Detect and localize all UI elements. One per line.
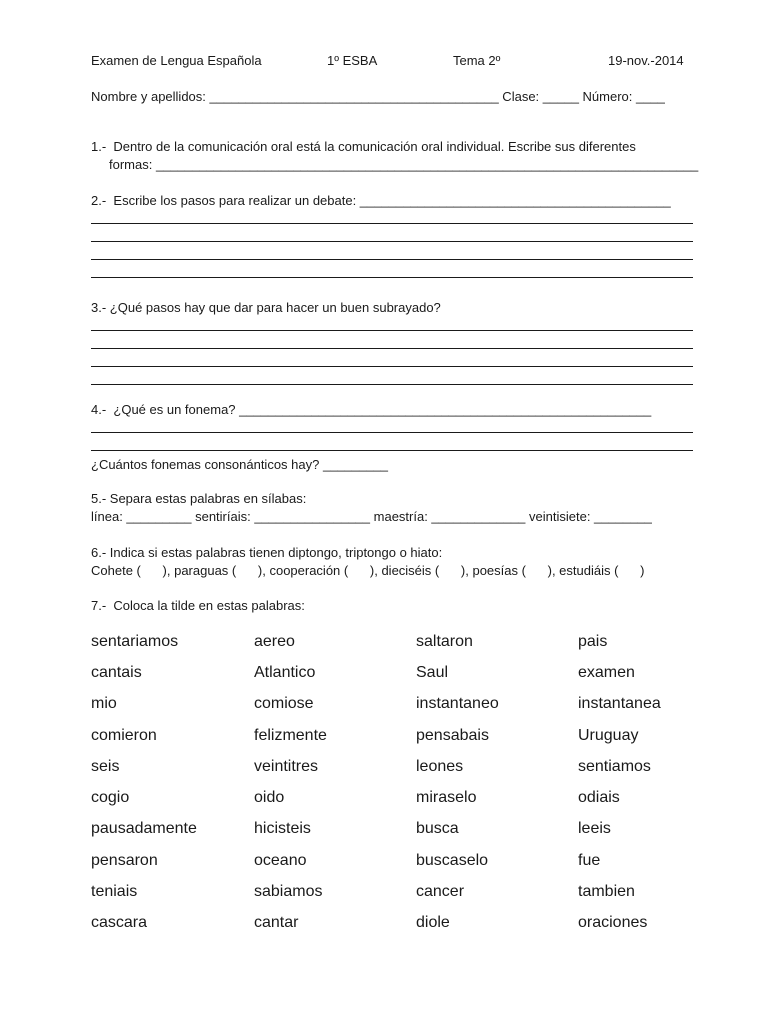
accent-word: cascara	[91, 914, 148, 931]
accent-word: Atlantico	[254, 664, 316, 681]
accent-word: cancer	[416, 883, 465, 900]
accent-word: cogio	[91, 789, 130, 806]
accent-word: fue	[578, 852, 601, 869]
accent-word: pensaron	[91, 852, 158, 869]
accent-word: miraselo	[416, 789, 477, 806]
accent-word: seis	[91, 758, 120, 775]
accent-word: buscaselo	[416, 852, 489, 869]
accent-word: odiais	[578, 789, 620, 806]
accent-word: teniais	[91, 883, 138, 900]
accent-word: oraciones	[578, 914, 648, 931]
accent-word: sentiamos	[578, 758, 651, 775]
accent-word: examen	[578, 664, 635, 681]
accent-word: felizmente	[254, 727, 327, 744]
accent-word: mio	[91, 695, 117, 712]
question-5: 5.- Separa estas palabras en sílabas:	[91, 491, 307, 506]
answer-line	[91, 366, 693, 367]
answer-line	[91, 450, 693, 451]
accent-word: pensabais	[416, 727, 489, 744]
accent-word: pais	[578, 633, 608, 650]
answer-line	[91, 330, 693, 331]
question-6: 6.- Indica si estas palabras tienen diptongo, triptongo o hiato:	[91, 545, 443, 560]
question-7: 7.- Coloca la tilde en estas palabras:	[91, 598, 305, 613]
accent-word: sabiamos	[254, 883, 323, 900]
accent-word: comiose	[254, 695, 314, 712]
accent-word: instantanea	[578, 695, 661, 712]
accent-word: diole	[416, 914, 450, 931]
exam-date: 19-nov.-2014	[608, 53, 684, 68]
accent-word: cantar	[254, 914, 299, 931]
question-6-words: Cohete ( ), paraguas ( ), cooperación ( ), dieciséis ( ), poesías ( ), estudiáis ( )	[91, 563, 645, 578]
answer-line	[91, 259, 693, 260]
answer-line	[91, 223, 693, 224]
question-4: 4.- ¿Qué es un fonema? _________________________________________________________	[91, 402, 652, 417]
accent-word: tambien	[578, 883, 635, 900]
accent-word: leeis	[578, 820, 611, 837]
answer-line	[91, 277, 693, 278]
accent-word: comieron	[91, 727, 157, 744]
question-3: 3.- ¿Qué pasos hay que dar para hacer un buen subrayado?	[91, 300, 441, 315]
accent-word: aereo	[254, 633, 295, 650]
question-5-words: línea: _________ sentiríais: ________________ maestría: _____________ veintisiete: ________	[91, 509, 652, 524]
accent-word: instantaneo	[416, 695, 499, 712]
accent-word: hicisteis	[254, 820, 311, 837]
answer-line	[91, 241, 693, 242]
accent-word: Saul	[416, 664, 449, 681]
accent-word: busca	[416, 820, 459, 837]
topic-label: Tema 2º	[453, 53, 501, 68]
accent-word: leones	[416, 758, 464, 775]
course-label: 1º ESBA	[327, 53, 378, 68]
accent-word: oceano	[254, 852, 307, 869]
exam-title: Examen de Lengua Española	[91, 53, 262, 68]
accent-word: cantais	[91, 664, 142, 681]
answer-line	[91, 384, 693, 385]
accent-word: pausadamente	[91, 820, 197, 837]
answer-line	[91, 348, 693, 349]
accent-word: veintitres	[254, 758, 319, 775]
question-2: 2.- Escribe los pasos para realizar un debate: ___________________________________________	[91, 193, 671, 208]
question-1-answer-line: formas: ___________________________________________________________________________	[109, 157, 699, 172]
student-info-line: Nombre y apellidos: ________________________________________ Clase: _____ Número: ____	[91, 89, 665, 104]
accent-word: sentariamos	[91, 633, 179, 650]
answer-line	[91, 432, 693, 433]
accent-word: saltaron	[416, 633, 473, 650]
accent-word: oido	[254, 789, 285, 806]
question-4b: ¿Cuántos fonemas consonánticos hay? _________	[91, 457, 389, 472]
question-1: 1.- Dentro de la comunicación oral está la comunicación oral individual. Escribe sus diferentes	[91, 139, 636, 154]
accent-word: Uruguay	[578, 727, 639, 744]
